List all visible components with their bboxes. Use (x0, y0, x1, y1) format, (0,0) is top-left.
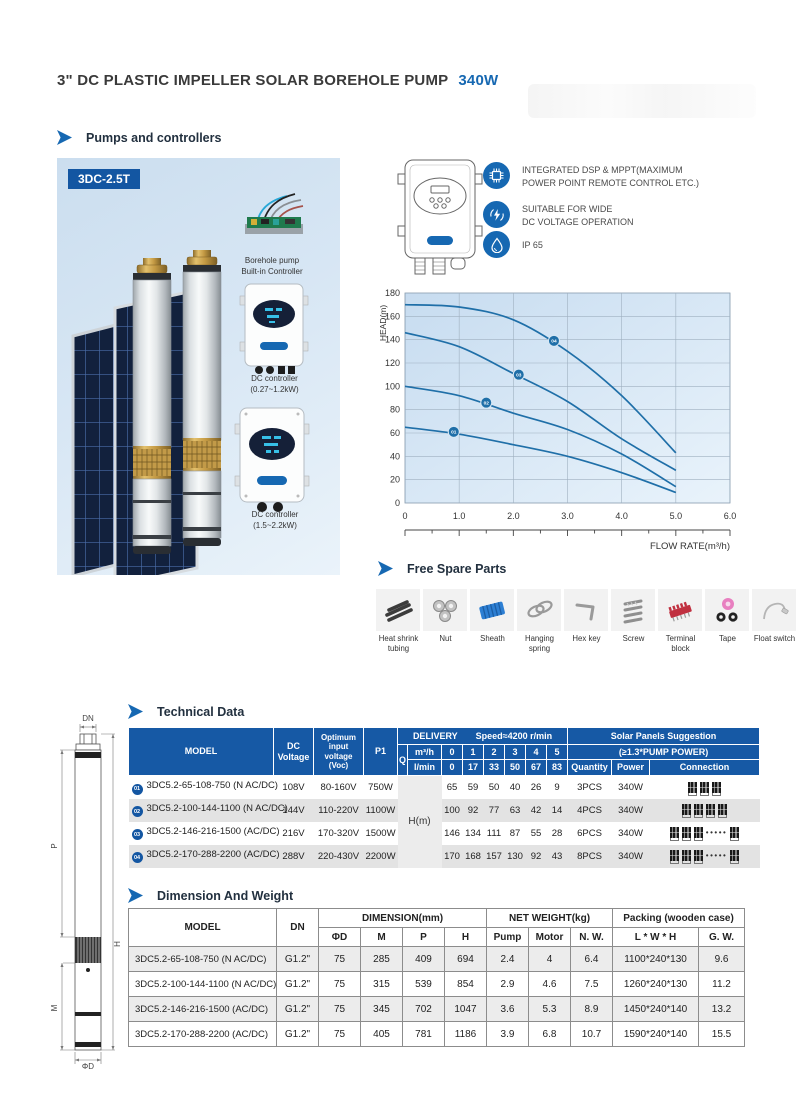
row-number-badge: 03 (132, 829, 143, 840)
tech-row (129, 799, 760, 822)
page-title-text: 3" DC PLASTIC IMPELLER SOLAR BOREHOLE PUMP (57, 72, 449, 89)
watermark (528, 84, 756, 118)
tech-cell-connection (650, 845, 760, 868)
svg-text:4.0: 4.0 (615, 511, 628, 521)
tech-cell: 288V (274, 845, 314, 868)
solar-panel-icon (730, 827, 739, 838)
tech-cell-model: 01 3DC5.2-65-108-750 (N AC/DC) (129, 776, 274, 799)
tech-cell: 108V (282, 781, 305, 793)
tech-cell: 134 (465, 827, 481, 839)
svg-text:2.0: 2.0 (507, 511, 520, 521)
tech-cell: 146 (444, 827, 460, 839)
caption-dc-controller-small: DC controller (0.27~1.2kW) (250, 374, 299, 394)
tech-flow-tick: 1 (463, 745, 484, 760)
dim-cell: 5.3 (529, 997, 571, 1022)
dim-cell: 1450*240*140 (613, 997, 699, 1022)
dim-cell: 75 (319, 997, 361, 1022)
dsp-chip-icon (483, 162, 510, 189)
pump-dimension-diagram (50, 712, 128, 1070)
section-arrow-icon (378, 561, 393, 576)
tech-cell: 170-320V (317, 827, 360, 839)
dim-col-model: MODEL (129, 909, 277, 947)
tech-flow-tick: 4 (526, 745, 547, 760)
tech-flow-tick: 3 (505, 745, 526, 760)
tech-cell-model: 02 3DC5.2-100-144-1100 (N AC/DC) (129, 799, 274, 822)
borehole-pump-illustration (183, 250, 221, 546)
svg-text:100: 100 (384, 381, 400, 392)
svg-text:0: 0 (402, 511, 408, 521)
tech-cell: 340W (612, 799, 650, 822)
tech-cell: 80-160V (320, 781, 357, 793)
section-arrow-icon (57, 130, 72, 145)
tech-cell: 130 (505, 845, 526, 868)
dim-cell: 8.9 (571, 997, 613, 1022)
svg-text:60: 60 (389, 428, 400, 438)
tech-col-connection: Connection (650, 760, 760, 776)
row-number-badge: 02 (132, 806, 143, 817)
dim-col-lwh: L * W * H (613, 928, 699, 947)
dim-col-dimension: DIMENSION(mm) (319, 909, 487, 928)
dim-cell: 539 (403, 972, 445, 997)
tech-cell: 28 (551, 827, 563, 839)
tech-cell: 100 (442, 799, 463, 822)
svg-text:02: 02 (483, 401, 489, 407)
dim-cell: 854 (445, 972, 487, 997)
controller-line-drawing (393, 156, 488, 281)
dim-cell: 345 (361, 997, 403, 1022)
dim-cell: 75 (319, 1022, 361, 1047)
tech-row (129, 776, 760, 799)
solar-panel-icon (682, 850, 691, 861)
page-title (57, 72, 498, 89)
dim-cell: 9.6 (699, 947, 745, 972)
tech-cell-connection (650, 822, 760, 845)
feature-text: INTEGRATED DSP & MPPT(MAXIMUM POWER POINT REMOTE CONTROL ETC.) (522, 165, 700, 188)
svg-text:140: 140 (384, 334, 400, 345)
tech-col-dc-voltage: DC Voltage (274, 728, 314, 776)
spare-part-item: Tape (705, 589, 750, 653)
solar-panel-icon (694, 850, 703, 861)
dim-cell-model: 3DC5.2-170-288-2200 (AC/DC) (129, 1022, 277, 1047)
solar-panel-icon (694, 827, 703, 838)
dim-cell: 694 (445, 947, 487, 972)
tech-col-quantity: Quantity (568, 760, 612, 776)
dim-cell: 10.7 (571, 1022, 613, 1047)
dim-cell: G1.2" (277, 997, 319, 1022)
tech-cell: 220-430V (314, 845, 364, 868)
spare-parts-row (376, 589, 797, 653)
dim-col-m: M (361, 928, 403, 947)
feature-wide-voltage (483, 201, 634, 228)
tech-col-model: MODEL (129, 728, 274, 776)
dim-cell: G1.2" (277, 972, 319, 997)
model-badge: 3DC-2.5T (68, 169, 140, 189)
flow-head-chart-svg (378, 283, 750, 553)
dim-cell: 1186 (445, 1022, 487, 1047)
tech-cell: 26 (530, 781, 542, 793)
section-heading-dimension: Dimension And Weight (128, 888, 293, 903)
spare-part-item: Hanging spring (517, 589, 562, 653)
tech-cell: 144V (274, 799, 314, 822)
tech-cell: 157 (484, 845, 505, 868)
dim-cell: 1590*240*140 (613, 1022, 699, 1047)
x-axis-label: FLOW RATE(m³/h) (649, 541, 730, 552)
tech-cell: 2200W (364, 845, 398, 868)
tech-flow-tick: 5 (547, 745, 568, 760)
solar-panel-icon (670, 827, 679, 838)
row-number-badge: 01 (132, 784, 143, 795)
tech-cell: 55 (530, 827, 542, 839)
solar-panel-icon (688, 782, 697, 793)
dim-col-dn: DN (277, 909, 319, 947)
dim-cell: G1.2" (277, 947, 319, 972)
dim-cell: 11.2 (699, 972, 745, 997)
tech-cell-model: 04 3DC5.2-170-288-2200 (AC/DC) (129, 845, 274, 868)
tech-cell: 340W (618, 827, 643, 839)
tech-col-delivery: DELIVERY Speed≈4200 r/min (398, 728, 568, 745)
section-arrow-icon (128, 704, 143, 719)
solar-panel-icon (706, 804, 715, 815)
voltage-cycle-icon (483, 201, 510, 228)
dim-cell: 315 (361, 972, 403, 997)
series-dots: ••••• (705, 828, 728, 838)
tech-cell: 6PCS (577, 827, 602, 839)
hex-key-icon (564, 589, 608, 631)
svg-text:0: 0 (394, 498, 400, 508)
heat-shrink-tubing-icon (376, 589, 420, 631)
terminal-block-icon (658, 589, 702, 631)
tech-cell: 3PCS (577, 781, 602, 793)
dim-cell: 2.4 (487, 947, 529, 972)
spare-part-item: Heat shrink tubing (376, 589, 421, 653)
tech-cell: 42 (526, 799, 547, 822)
tech-row (129, 845, 760, 868)
nut-icon (423, 589, 467, 631)
tech-col-q: Q (398, 745, 408, 776)
tech-flow-tick: 2 (484, 745, 505, 760)
section-heading-pumps: Pumps and controllers (57, 130, 221, 145)
tech-cell: 65 (446, 781, 458, 793)
tech-cell: 92 (526, 845, 547, 868)
svg-text:1.0: 1.0 (452, 511, 466, 521)
tech-cell: 8PCS (568, 845, 612, 868)
technical-data-table (128, 727, 760, 868)
tech-cell-connection (650, 799, 760, 822)
dim-col-packing: Packing (wooden case) (613, 909, 745, 928)
spare-part-item: Screw (611, 589, 656, 653)
dim-col-motor: Motor (529, 928, 571, 947)
dim-cell: 4 (529, 947, 571, 972)
dim-row (129, 947, 745, 972)
product-image-panel (57, 158, 340, 575)
tech-row (129, 822, 760, 845)
dim-row (129, 972, 745, 997)
dim-col-p: P (403, 928, 445, 947)
dim-cell-model: 3DC5.2-100-144-1100 (N AC/DC) (129, 972, 277, 997)
tech-flow-tick: 17 (463, 760, 484, 776)
dim-cell: 1260*240*130 (613, 972, 699, 997)
tech-col-m3h: m³/h (408, 745, 442, 760)
tech-col-solar: Solar Panels Suggestion (568, 728, 760, 745)
flow-head-chart (378, 283, 750, 553)
dim-cell: 405 (361, 1022, 403, 1047)
tape-icon (705, 589, 749, 631)
tech-cell: 59 (467, 781, 479, 793)
feature-dsp-mppt (483, 162, 699, 189)
svg-text:3.0: 3.0 (561, 511, 574, 521)
dim-col-gw: G. W. (699, 928, 745, 947)
dim-col-nw: N. W. (571, 928, 613, 947)
svg-text:40: 40 (389, 451, 400, 462)
dimension-weight-table (128, 908, 745, 1047)
svg-text:120: 120 (384, 358, 400, 368)
spare-part-item: Nut (423, 589, 468, 653)
diagram-label-p: P (50, 843, 59, 849)
dim-cell: 285 (361, 947, 403, 972)
dim-cell: 4.6 (529, 972, 571, 997)
tech-flow-tick: 0 (442, 745, 463, 760)
feature-ip65 (483, 231, 543, 258)
dim-cell: 7.5 (571, 972, 613, 997)
tech-cell: 9 (554, 781, 560, 793)
dc-controller-large-illustration (235, 408, 309, 512)
built-in-controller-board-illustration (245, 194, 303, 234)
page-title-power: 340W (458, 72, 499, 89)
dim-cell: 6.4 (571, 947, 613, 972)
dim-cell: 702 (403, 997, 445, 1022)
tech-col-p1: P1 (364, 728, 398, 776)
dim-cell: 2.9 (487, 972, 529, 997)
dim-cell: 6.8 (529, 1022, 571, 1047)
dim-row (129, 1022, 745, 1047)
tech-cell: 63 (505, 799, 526, 822)
tech-cell: 168 (463, 845, 484, 868)
diagram-label-dn: DN (82, 714, 94, 723)
tech-cell-head-unit: H(m) (398, 776, 442, 868)
dim-cell: 3.6 (487, 997, 529, 1022)
tech-flow-tick: 67 (526, 760, 547, 776)
dim-cell-model: 3DC5.2-146-216-1500 (AC/DC) (129, 997, 277, 1022)
dim-col-phid: ΦD (319, 928, 361, 947)
dim-cell: 75 (319, 972, 361, 997)
spare-part-item: Sheath (470, 589, 515, 653)
tech-cell: 14 (547, 799, 568, 822)
tech-col-lmin: l/min (408, 760, 442, 776)
tech-cell-connection (650, 776, 760, 799)
caption-dc-controller-large: DC controller (1.5~2.2kW) (251, 510, 299, 530)
caption-built-in-controller: Borehole pump Built-in Controller (241, 256, 303, 276)
spare-part-item: Hex key (564, 589, 609, 653)
dc-controller-small-illustration (240, 284, 308, 374)
svg-text:01: 01 (451, 430, 457, 436)
tech-cell: 111 (486, 827, 502, 839)
section-heading-spare-parts: Free Spare Parts (378, 561, 506, 576)
svg-text:03: 03 (516, 373, 522, 379)
tech-flow-tick: 83 (547, 760, 568, 776)
dim-cell: G1.2" (277, 1022, 319, 1047)
tech-col-power: Power (612, 760, 650, 776)
svg-text:160: 160 (384, 311, 400, 322)
ip65-drop-icon (483, 231, 510, 258)
tech-cell: 216V (282, 827, 305, 839)
solar-panel-icon (718, 804, 727, 815)
solar-panel-icon (730, 850, 739, 861)
solar-panel-icon (682, 827, 691, 838)
solar-panel-icon (712, 782, 721, 793)
dim-cell: 409 (403, 947, 445, 972)
svg-text:6.0: 6.0 (723, 511, 737, 521)
solar-panel-icon (682, 804, 691, 815)
tech-cell: 750W (368, 781, 393, 793)
tech-flow-tick: 50 (505, 760, 526, 776)
screw-icon (611, 589, 655, 631)
svg-text:180: 180 (384, 288, 400, 298)
dim-cell: 13.2 (699, 997, 745, 1022)
tech-cell-model: 03 3DC5.2-146-216-1500 (AC/DC) (129, 822, 274, 845)
solar-panel-icon (700, 782, 709, 793)
row-number-badge: 04 (132, 852, 143, 863)
feature-text: SUITABLE FOR WIDE DC VOLTAGE OPERATION (522, 204, 634, 227)
svg-text:20: 20 (389, 474, 400, 485)
tech-cell: 40 (509, 781, 521, 793)
tech-flow-tick: 0 (442, 760, 463, 776)
solar-panel-icon (694, 804, 703, 815)
y-axis-label: HEAD(m) (378, 304, 388, 342)
tech-cell: 43 (547, 845, 568, 868)
tech-cell: 1500W (365, 827, 396, 839)
tech-cell: 92 (463, 799, 484, 822)
dim-cell: 3.9 (487, 1022, 529, 1047)
tech-cell: 1100W (364, 799, 398, 822)
series-dots: ••••• (705, 851, 728, 861)
diagram-label-phid: ΦD (81, 1062, 95, 1070)
section-arrow-icon (128, 888, 143, 903)
tech-col-solar-sub: (≥1.3*PUMP POWER) (568, 745, 760, 760)
dim-row (129, 997, 745, 1022)
borehole-pump-illustration (133, 258, 171, 554)
dim-cell: 15.5 (699, 1022, 745, 1047)
hanging-spring-icon (517, 589, 561, 631)
sheath-icon (470, 589, 514, 631)
section-heading-technical-data: Technical Data (128, 704, 244, 719)
tech-cell: 87 (509, 827, 521, 839)
diagram-label-m: M (50, 1004, 59, 1012)
dim-cell: 1047 (445, 997, 487, 1022)
tech-cell: 170 (442, 845, 463, 868)
dim-col-h: H (445, 928, 487, 947)
tech-cell: 110-220V (314, 799, 364, 822)
dim-col-net-weight: NET WEIGHT(kg) (487, 909, 613, 928)
tech-cell: 340W (612, 845, 650, 868)
dim-cell-model: 3DC5.2-65-108-750 (N AC/DC) (129, 947, 277, 972)
tech-cell: 77 (484, 799, 505, 822)
svg-text:04: 04 (551, 339, 557, 345)
spare-part-item: Terminal block (658, 589, 703, 653)
spare-part-item: Float switch (752, 589, 797, 653)
tech-cell: 340W (618, 781, 643, 793)
tech-flow-tick: 33 (484, 760, 505, 776)
diagram-label-h: H (113, 941, 122, 947)
tech-cell: 50 (488, 781, 500, 793)
svg-text:80: 80 (389, 404, 400, 415)
feature-text: IP 65 (522, 240, 543, 251)
dim-cell: 781 (403, 1022, 445, 1047)
float-switch-icon (752, 589, 796, 631)
dim-cell: 1100*240*130 (613, 947, 699, 972)
tech-col-voc: Optimum input voltage (Voc) (314, 728, 364, 776)
svg-text:5.0: 5.0 (669, 511, 683, 521)
dim-cell: 75 (319, 947, 361, 972)
dim-col-pump: Pump (487, 928, 529, 947)
tech-cell: 4PCS (568, 799, 612, 822)
solar-panel-icon (670, 850, 679, 861)
